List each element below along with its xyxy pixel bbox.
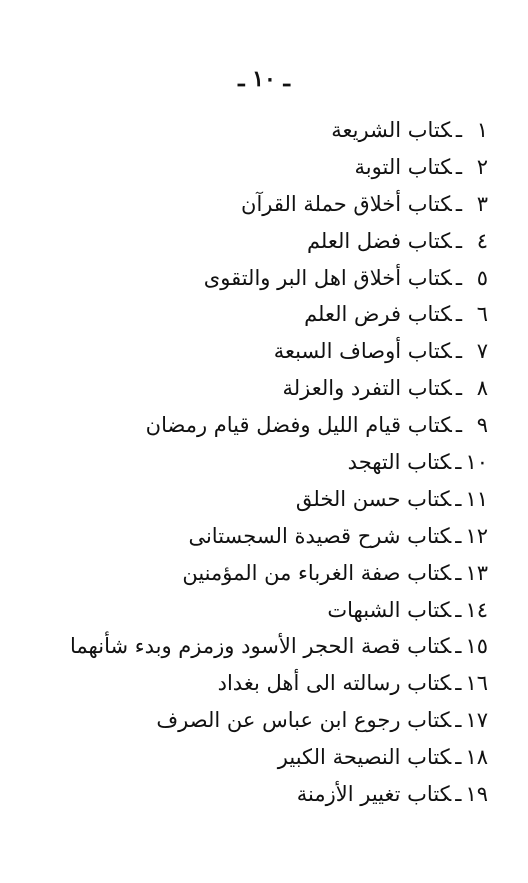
item-number: ١٦ (465, 671, 488, 696)
item-title: كتاب أخلاق اهل البر والتقوى (203, 265, 452, 290)
item-dash: ـ (455, 708, 462, 733)
item-dash: ـ (455, 523, 462, 548)
list-item (18, 555, 488, 592)
item-title: كتاب التفرد والعزلة (282, 376, 452, 401)
item-number: ٤ (476, 228, 488, 253)
list-item (18, 592, 488, 629)
list-item (18, 628, 488, 665)
item-number: ١١ (465, 486, 488, 511)
item-title: كتاب فضل العلم (306, 228, 452, 253)
list-item (18, 444, 488, 481)
item-dash: ـ (455, 339, 462, 364)
item-dash: ـ (455, 154, 462, 179)
item-title: كتاب أوصاف السبعة (273, 339, 452, 364)
item-number: ٥ (476, 265, 488, 290)
item-title: كتاب الشريعة (331, 118, 452, 142)
item-dash: ـ (455, 597, 462, 622)
item-number: ١ (476, 118, 488, 142)
item-title: كتاب صفة الغرباء من المؤمنين (182, 560, 452, 585)
list-item (18, 370, 488, 407)
item-dash: ـ (455, 486, 462, 511)
item-dash: ـ (455, 413, 462, 438)
item-title: كتاب التوبة (354, 154, 452, 179)
list-item (18, 260, 488, 297)
item-title: كتاب أخلاق حملة القرآن (241, 191, 452, 216)
page-number: ـ ١٠ ـ (238, 66, 290, 92)
item-number: ١٤ (465, 597, 488, 622)
list-item (18, 518, 488, 555)
item-title: كتاب رسالته الى أهل بغداد (217, 671, 452, 696)
list-item (18, 112, 488, 149)
item-dash: ـ (455, 450, 462, 475)
item-number: ١٢ (465, 523, 488, 548)
book-list (18, 112, 488, 813)
list-item (18, 665, 488, 702)
item-dash: ـ (455, 782, 462, 807)
item-dash: ـ (455, 376, 462, 401)
item-dash: ـ (455, 634, 462, 659)
list-item (18, 186, 488, 223)
list-item (18, 333, 488, 370)
item-title: كتاب تغيير الأزمنة (296, 782, 452, 807)
list-item (18, 776, 488, 813)
item-number: ١٨ (465, 745, 488, 770)
item-number: ١٣ (465, 560, 488, 585)
item-title: كتاب الشبهات (327, 597, 452, 622)
item-dash: ـ (455, 228, 462, 253)
list-item (18, 223, 488, 260)
item-title: كتاب حسن الخلق (295, 486, 452, 511)
item-number: ١٠ (465, 450, 488, 475)
list-item (18, 407, 488, 444)
item-title: كتاب النصيحة الكبير (277, 745, 452, 770)
item-number: ٨ (476, 376, 488, 401)
item-number: ٦ (476, 302, 488, 327)
item-title: كتاب قصة الحجر الأسود وزمزم وبدء شأنهما (70, 634, 452, 659)
list-item (18, 702, 488, 739)
list-item (18, 739, 488, 776)
item-title: كتاب التهجد (347, 450, 452, 475)
item-number: ١٩ (465, 782, 488, 807)
item-title: كتاب رجوع ابن عباس عن الصرف (156, 708, 452, 733)
item-dash: ـ (455, 265, 462, 290)
item-number: ٩ (476, 413, 488, 438)
list-item (18, 481, 488, 518)
item-number: ١٥ (465, 634, 488, 659)
item-dash: ـ (455, 671, 462, 696)
list-item (18, 296, 488, 333)
item-dash: ـ (455, 118, 462, 142)
item-title: كتاب فرض العلم (304, 302, 452, 327)
list-item (18, 149, 488, 186)
item-number: ٣ (476, 191, 488, 216)
item-title: كتاب شرح قصيدة السجستانى (188, 523, 452, 548)
item-dash: ـ (455, 302, 462, 327)
item-dash: ـ (455, 560, 462, 585)
item-dash: ـ (455, 191, 462, 216)
item-number: ٧ (476, 339, 488, 364)
item-number: ١٧ (465, 708, 488, 733)
item-dash: ـ (455, 745, 462, 770)
item-title: كتاب قيام الليل وفضل قيام رمضان (145, 413, 452, 438)
item-number: ٢ (476, 154, 488, 179)
